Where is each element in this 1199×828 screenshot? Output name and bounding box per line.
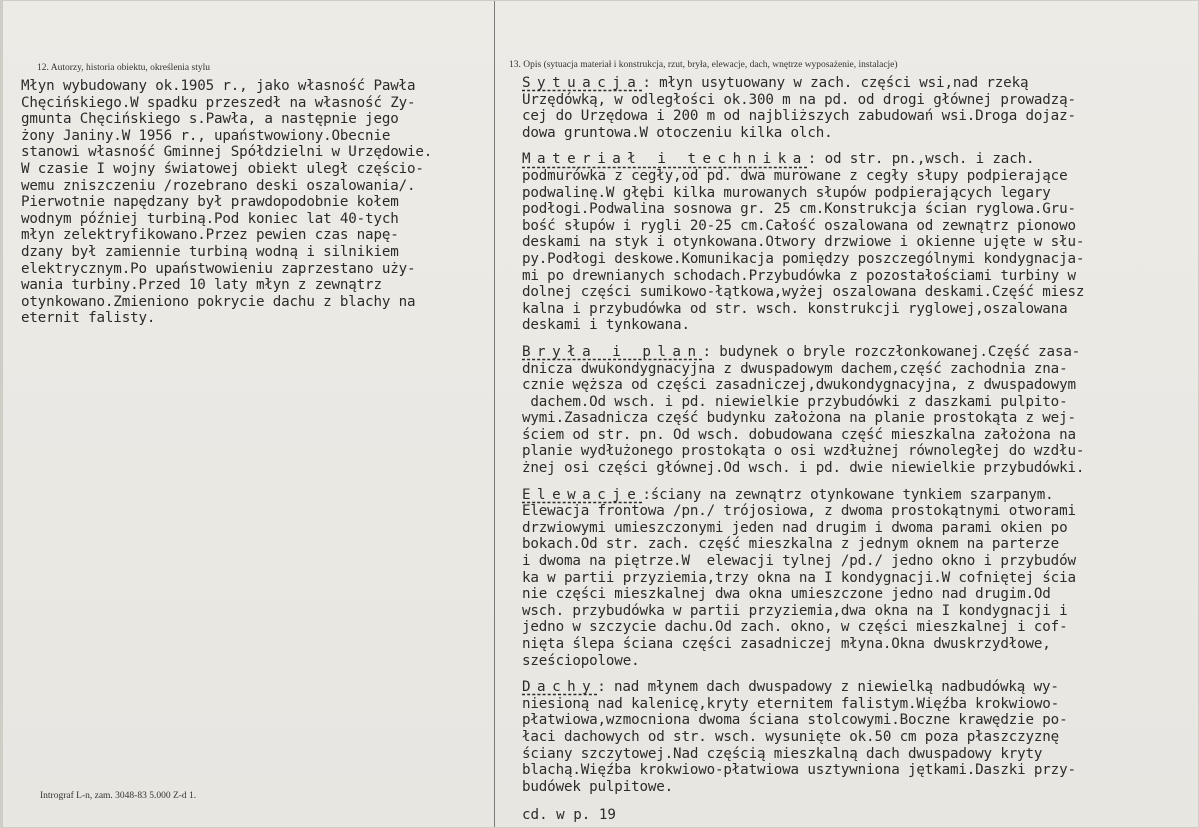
description-line: podłogi.Podwalina sosnowa gr. 25 cm.Konstrukcja ścian ryglowa.Gru- [522, 201, 1076, 218]
description-line: bokach.Od str. zach. część mieszkalna z jednym oknem na parterze [522, 536, 1060, 553]
paragraph-first-line [522, 679, 1192, 696]
paragraph-heading: Sytuacja [522, 75, 643, 91]
description-line: planie wydłużonego prostokąta o osi wzdłużnej równoległej do wzdłu- [522, 443, 1085, 460]
description-line: dachem.Od wsch. i pd. niewielkie przybudówki z daszkami pulpito- [522, 393, 1068, 410]
paragraph-lead-text: : budynek o bryle rozczłonkowanej.Część zasa- [702, 343, 1081, 360]
description-line: żnej osi części głównej.Od wsch. i pd. dwie niewielkie przybudówki. [522, 460, 1085, 477]
description-line: nie części mieszkalnej dwa okna umieszczone jedno nad drugim.Od [522, 586, 1051, 603]
description-paragraph [522, 75, 1192, 141]
description-line: nięta ślepa ściana części zasadniczej młyna.Okna dwuskrzydłowe, [522, 636, 1051, 652]
history-line: gmunta Chęcińskiego s.Pawła, a następnie jego [21, 111, 399, 128]
paragraph-first-line [522, 75, 1192, 92]
description-line: dowa gruntowa.W otoczeniu kilka olch. [522, 124, 833, 141]
paragraph-lead-text: :ściany na zewnątrz otynkowane tynkiem szarpanym. [642, 486, 1054, 503]
description-line: Urzędówką, w odległości ok.300 m na pd. od drogi głównej prowadzą- [522, 91, 1076, 108]
paragraph-lead-text: : nad młynem dach dwuspadowy z niewielką nadbudówką wy- [597, 679, 1059, 696]
description-paragraph [522, 151, 1192, 334]
history-text [21, 78, 491, 327]
description-line: płatwiowa,wzmocniona dwoma ściana stolcowymi.Boczne krawędzie po- [522, 712, 1068, 729]
description-line: wsch. przybudówka w partii przyziemia,dwa okna na I kondygnacji i [522, 602, 1068, 619]
description-line: dolnej części sumikowo-łątkowa,wyżej oszalowana deskami.Część miesz [522, 284, 1085, 301]
description-line: i dwoma na piętrze.W elewacji tylnej /pd./ jedno okno i przybudów [522, 553, 1076, 570]
history-line: elektrycznym.Po upaństwowieniu zaprzestano uży- [21, 260, 416, 277]
history-line: eternit falisty. [21, 310, 156, 327]
history-line: Chęcińskiego.W spadku przeszedł na własność Zy- [21, 94, 416, 111]
description-line: dnicza dwukondygnacyjna z dwuspadowym dachem,część zachodnia zna- [522, 360, 1068, 377]
paragraph-first-line [522, 151, 1192, 168]
description-line: deskami na styk i otynkowana.Otwory drzwiowe i okienne ujęte w słu- [522, 234, 1085, 251]
paragraph-lead-text: : od str. pn.,wsch. i zach. [807, 151, 1035, 168]
description-line: sześciopolowe. [522, 652, 640, 669]
description-paragraph [522, 487, 1192, 670]
description-line: ściem od str. pn. Od wsch. dobudowana część mieszkalna założona na [522, 426, 1076, 443]
description-line: cej do Urzędowa i 200 m od najbliższych zabudowań wsi.Droga dojaz- [522, 108, 1076, 125]
description-line: py.Podłogi deskowe.Komunikacja pomiędzy poszczególnymi kondygnacja- [522, 250, 1085, 267]
history-line: młyn zelektryfikowano.Przez pewien czas napę- [21, 227, 399, 244]
paragraph-lead-text: : młyn usytuowany w zach. części wsi,nad rzeką [642, 75, 1029, 91]
section-13-header: 13. Opis (sytuacja materiał i konstrukcja, rzut, bryła, elewacje, dach, wnętrze wyposażenie, instalacje) [509, 60, 898, 70]
column-divider [494, 1, 495, 828]
paragraph-heading: Elewacje [522, 486, 643, 503]
description-line: deskami i tynkowana. [522, 317, 690, 334]
description-paragraph [522, 679, 1192, 795]
paragraph-heading: Bryła i plan [522, 343, 703, 360]
sheet-edge [1, 1, 3, 828]
history-line: wania turbiny.Przed 10 laty młyn z zewnątrz [21, 277, 382, 294]
history-line: żony Janiny.W 1956 r., upaństwowiony.Obecnie [21, 127, 391, 144]
description-line: wymi.Zasadnicza część budynku założona na planie prostokąta z wej- [522, 410, 1076, 427]
description-line: podwalinę.W głębi kilka murowanych słupów podpierających legary [522, 184, 1051, 201]
description-line: mi po drewnianych schodach.Przybudówka z pozostałościami turbiny w [522, 267, 1076, 284]
paragraph-first-line [522, 344, 1192, 361]
description-line: blachą.Więźba krokwiowo-płatwiowa usztywniona jętkami.Daszki przy- [522, 762, 1076, 779]
section-12-header: 12. Autorzy, historia obiektu, określenia stylu [37, 63, 210, 73]
description-paragraph [522, 344, 1192, 477]
description-line: bość słupów i rygli 20-25 cm.Całość oszalowana od zewnątrz pionowo [522, 217, 1076, 234]
history-line: Młyn wybudowany ok.1905 r., jako własność Pawła [21, 78, 416, 94]
description-line: ściany szczytowej.Nad częścią mieszkalną dach dwuspadowy kryty [522, 745, 1043, 762]
history-line: wodnym później turbiną.Pod koniec lat 40-tych [21, 210, 399, 227]
history-line: dzany był zamiennie turbiną wodną i silnikiem [21, 243, 399, 260]
paragraph-heading: Materiał i technika [522, 151, 808, 168]
description-line: niesioną nad kalenicę,kryty eternitem falistym.Więźba krokwiowo- [522, 695, 1060, 712]
paragraph-first-line [522, 487, 1192, 504]
paragraph-heading: Dachy [522, 679, 598, 696]
description-line: Elewacja frontowa /pn./ trójosiowa, z dwoma prostokątnymi otworami [522, 503, 1076, 520]
history-line: otynkowano.Zmieniono pokrycie dachu z blachy na [21, 293, 416, 310]
description-line: łaci dachowych od str. wsch. wysunięte ok.50 cm poza płaszczyznę [522, 728, 1060, 745]
history-line: stanowi własność Gminnej Spółdzielni w Urzędowie. [21, 144, 433, 161]
description-line: podmurówka z cegły,od pd. dwa murowane z cegły słupy podpierające [522, 167, 1068, 184]
history-line: Pierwotnie napędzany był prawdopodobnie kołem [21, 194, 399, 211]
history-line: wemu zniszczeniu /rozebrano deski oszalowania/. [21, 177, 416, 194]
history-line: W czasie I wojny światowej obiekt uległ częścio- [21, 160, 424, 177]
printer-note: Intrograf L-n, zam. 3048-83 5.000 Z-d 1. [40, 791, 197, 801]
description-line: cznie węższa od części zasadniczej,dwukondygnacyjna, z dwuspadowym [522, 377, 1076, 394]
description-line: kalna i przybudówka od str. wsch. konstrukcji ryglowej,oszalowana [522, 300, 1068, 317]
description-line: budówek pulpitowe. [522, 778, 674, 795]
description-text [522, 75, 1192, 795]
description-line: jedno w szczycie dachu.Od zach. okno, w części mieszkalnej i cof- [522, 619, 1068, 636]
description-line: ka w partii przyziemia,trzy okna na I kondygnacji.W cofniętej ścia [522, 569, 1076, 586]
description-line: drzwiowymi umieszczonymi jeden nad drugim i dwoma parami okien po [522, 519, 1068, 536]
continuation-note: cd. w p. 19 [522, 807, 616, 823]
